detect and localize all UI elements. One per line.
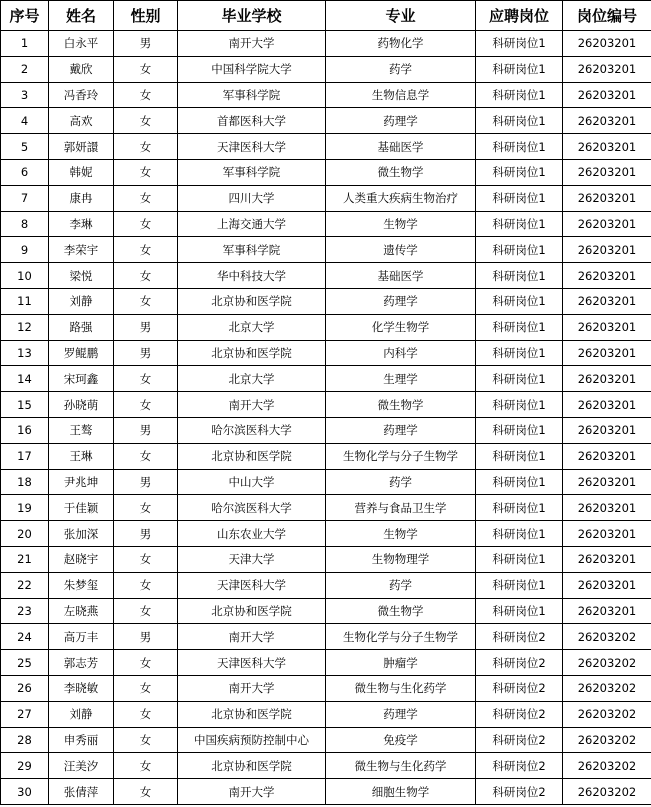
gender-cell: 男	[114, 417, 178, 443]
gender-cell: 女	[114, 392, 178, 418]
name-cell: 王琳	[49, 443, 114, 469]
major-cell: 微生物与生化药学	[326, 753, 476, 779]
position-code-cell: 26203201	[563, 288, 651, 314]
major-cell: 药理学	[326, 701, 476, 727]
school-cell: 华中科技大学	[178, 263, 326, 289]
gender-cell: 女	[114, 650, 178, 676]
table-row	[1, 159, 651, 185]
index-cell: 29	[1, 753, 49, 779]
index-cell: 21	[1, 546, 49, 572]
gender-cell: 女	[114, 288, 178, 314]
index-cell: 22	[1, 572, 49, 598]
major-cell: 细胞生物学	[326, 779, 476, 805]
index-cell: 6	[1, 159, 49, 185]
table-row	[1, 185, 651, 211]
table-row	[1, 56, 651, 82]
position-code-cell: 26203201	[563, 314, 651, 340]
table-row	[1, 779, 651, 805]
school-cell: 北京协和医学院	[178, 443, 326, 469]
gender-cell: 女	[114, 237, 178, 263]
position-cell: 科研岗位2	[476, 779, 563, 805]
school-cell: 北京协和医学院	[178, 701, 326, 727]
gender-cell: 女	[114, 753, 178, 779]
school-cell: 南开大学	[178, 624, 326, 650]
position-code-cell: 26203202	[563, 624, 651, 650]
major-cell: 药学	[326, 56, 476, 82]
name-cell: 李晓敏	[49, 675, 114, 701]
position-code-cell: 26203201	[563, 159, 651, 185]
position-cell: 科研岗位1	[476, 469, 563, 495]
position-cell: 科研岗位1	[476, 185, 563, 211]
position-cell: 科研岗位1	[476, 288, 563, 314]
index-cell: 28	[1, 727, 49, 753]
index-cell: 9	[1, 237, 49, 263]
header-position: 应聘岗位	[476, 1, 563, 31]
gender-cell: 女	[114, 211, 178, 237]
table-row	[1, 546, 651, 572]
major-cell: 微生物与生化药学	[326, 675, 476, 701]
major-cell: 微生物学	[326, 598, 476, 624]
gender-cell: 女	[114, 727, 178, 753]
school-cell: 四川大学	[178, 185, 326, 211]
school-cell: 山东农业大学	[178, 521, 326, 547]
index-cell: 8	[1, 211, 49, 237]
gender-cell: 女	[114, 185, 178, 211]
major-cell: 生物化学与分子生物学	[326, 624, 476, 650]
gender-cell: 女	[114, 366, 178, 392]
major-cell: 营养与食品卫生学	[326, 495, 476, 521]
gender-cell: 女	[114, 572, 178, 598]
name-cell: 左晓燕	[49, 598, 114, 624]
name-cell: 罗鲲鹏	[49, 340, 114, 366]
table-row	[1, 237, 651, 263]
school-cell: 哈尔滨医科大学	[178, 417, 326, 443]
major-cell: 药理学	[326, 288, 476, 314]
school-cell: 南开大学	[178, 392, 326, 418]
major-cell: 生物学	[326, 521, 476, 547]
index-cell: 14	[1, 366, 49, 392]
table-row	[1, 650, 651, 676]
index-cell: 5	[1, 134, 49, 160]
position-cell: 科研岗位1	[476, 340, 563, 366]
position-code-cell: 26203201	[563, 469, 651, 495]
position-cell: 科研岗位1	[476, 237, 563, 263]
gender-cell: 男	[114, 469, 178, 495]
name-cell: 郭志芳	[49, 650, 114, 676]
position-code-cell: 26203201	[563, 598, 651, 624]
name-cell: 汪美汐	[49, 753, 114, 779]
school-cell: 中国科学院大学	[178, 56, 326, 82]
index-cell: 27	[1, 701, 49, 727]
major-cell: 基础医学	[326, 263, 476, 289]
gender-cell: 女	[114, 495, 178, 521]
major-cell: 药物化学	[326, 31, 476, 57]
position-code-cell: 26203201	[563, 392, 651, 418]
name-cell: 孙晓萌	[49, 392, 114, 418]
index-cell: 13	[1, 340, 49, 366]
index-cell: 30	[1, 779, 49, 805]
major-cell: 生物信息学	[326, 82, 476, 108]
header-major: 专业	[326, 1, 476, 31]
name-cell: 王骜	[49, 417, 114, 443]
header-gender: 性别	[114, 1, 178, 31]
school-cell: 南开大学	[178, 675, 326, 701]
major-cell: 内科学	[326, 340, 476, 366]
position-cell: 科研岗位1	[476, 31, 563, 57]
header-row	[1, 1, 651, 31]
table-row	[1, 675, 651, 701]
school-cell: 军事科学院	[178, 237, 326, 263]
name-cell: 冯香玲	[49, 82, 114, 108]
name-cell: 梁悦	[49, 263, 114, 289]
school-cell: 南开大学	[178, 779, 326, 805]
gender-cell: 女	[114, 82, 178, 108]
school-cell: 天津医科大学	[178, 650, 326, 676]
index-cell: 12	[1, 314, 49, 340]
header-school: 毕业学校	[178, 1, 326, 31]
position-cell: 科研岗位1	[476, 82, 563, 108]
name-cell: 康冉	[49, 185, 114, 211]
position-code-cell: 26203202	[563, 650, 651, 676]
index-cell: 25	[1, 650, 49, 676]
position-cell: 科研岗位2	[476, 624, 563, 650]
table-row	[1, 701, 651, 727]
position-cell: 科研岗位1	[476, 56, 563, 82]
major-cell: 生理学	[326, 366, 476, 392]
index-cell: 1	[1, 31, 49, 57]
school-cell: 上海交通大学	[178, 211, 326, 237]
table-row	[1, 753, 651, 779]
table-row	[1, 443, 651, 469]
position-cell: 科研岗位2	[476, 753, 563, 779]
school-cell: 北京协和医学院	[178, 340, 326, 366]
position-code-cell: 26203201	[563, 443, 651, 469]
table-row	[1, 340, 651, 366]
table-row	[1, 572, 651, 598]
position-cell: 科研岗位1	[476, 443, 563, 469]
table-row	[1, 392, 651, 418]
index-cell: 3	[1, 82, 49, 108]
major-cell: 化学生物学	[326, 314, 476, 340]
table-row	[1, 314, 651, 340]
major-cell: 人类重大疾病生物治疗	[326, 185, 476, 211]
gender-cell: 女	[114, 598, 178, 624]
major-cell: 肿瘤学	[326, 650, 476, 676]
gender-cell: 女	[114, 443, 178, 469]
table-row	[1, 82, 651, 108]
index-cell: 15	[1, 392, 49, 418]
major-cell: 微生物学	[326, 159, 476, 185]
header-name: 姓名	[49, 1, 114, 31]
position-code-cell: 26203201	[563, 82, 651, 108]
index-cell: 26	[1, 675, 49, 701]
position-cell: 科研岗位2	[476, 727, 563, 753]
school-cell: 南开大学	[178, 31, 326, 57]
table-row	[1, 134, 651, 160]
table-row	[1, 624, 651, 650]
position-cell: 科研岗位1	[476, 159, 563, 185]
table-row	[1, 366, 651, 392]
position-cell: 科研岗位1	[476, 392, 563, 418]
major-cell: 生物化学与分子生物学	[326, 443, 476, 469]
index-cell: 11	[1, 288, 49, 314]
position-code-cell: 26203201	[563, 108, 651, 134]
name-cell: 刘静	[49, 288, 114, 314]
name-cell: 张加深	[49, 521, 114, 547]
position-code-cell: 26203202	[563, 779, 651, 805]
position-cell: 科研岗位1	[476, 495, 563, 521]
school-cell: 北京协和医学院	[178, 288, 326, 314]
gender-cell: 男	[114, 521, 178, 547]
name-cell: 郭妍譞	[49, 134, 114, 160]
position-code-cell: 26203201	[563, 211, 651, 237]
index-cell: 23	[1, 598, 49, 624]
name-cell: 李琳	[49, 211, 114, 237]
school-cell: 中国疾病预防控制中心	[178, 727, 326, 753]
index-cell: 19	[1, 495, 49, 521]
major-cell: 微生物学	[326, 392, 476, 418]
name-cell: 赵晓宇	[49, 546, 114, 572]
position-cell: 科研岗位2	[476, 650, 563, 676]
position-code-cell: 26203201	[563, 185, 651, 211]
name-cell: 刘静	[49, 701, 114, 727]
name-cell: 申秀丽	[49, 727, 114, 753]
index-cell: 24	[1, 624, 49, 650]
index-cell: 16	[1, 417, 49, 443]
name-cell: 白永平	[49, 31, 114, 57]
name-cell: 朱梦玺	[49, 572, 114, 598]
position-cell: 科研岗位1	[476, 546, 563, 572]
index-cell: 2	[1, 56, 49, 82]
gender-cell: 女	[114, 159, 178, 185]
position-code-cell: 26203202	[563, 753, 651, 779]
table-row	[1, 598, 651, 624]
position-code-cell: 26203201	[563, 263, 651, 289]
position-cell: 科研岗位1	[476, 572, 563, 598]
position-cell: 科研岗位1	[476, 314, 563, 340]
position-code-cell: 26203201	[563, 340, 651, 366]
school-cell: 军事科学院	[178, 82, 326, 108]
name-cell: 韩妮	[49, 159, 114, 185]
name-cell: 戴欣	[49, 56, 114, 82]
table-row	[1, 211, 651, 237]
position-code-cell: 26203201	[563, 546, 651, 572]
major-cell: 药学	[326, 469, 476, 495]
name-cell: 宋珂鑫	[49, 366, 114, 392]
name-cell: 路强	[49, 314, 114, 340]
gender-cell: 女	[114, 134, 178, 160]
table-row	[1, 31, 651, 57]
position-code-cell: 26203202	[563, 701, 651, 727]
position-code-cell: 26203201	[563, 521, 651, 547]
school-cell: 天津大学	[178, 546, 326, 572]
school-cell: 军事科学院	[178, 159, 326, 185]
position-cell: 科研岗位1	[476, 108, 563, 134]
gender-cell: 男	[114, 314, 178, 340]
major-cell: 药理学	[326, 417, 476, 443]
header-position-code: 岗位编号	[563, 1, 651, 31]
major-cell: 免疫学	[326, 727, 476, 753]
position-cell: 科研岗位1	[476, 598, 563, 624]
table-row	[1, 263, 651, 289]
table-row	[1, 469, 651, 495]
table-body	[1, 31, 651, 805]
school-cell: 天津医科大学	[178, 134, 326, 160]
school-cell: 北京协和医学院	[178, 598, 326, 624]
major-cell: 遗传学	[326, 237, 476, 263]
gender-cell: 女	[114, 779, 178, 805]
name-cell: 张倩萍	[49, 779, 114, 805]
major-cell: 药理学	[326, 108, 476, 134]
position-cell: 科研岗位1	[476, 366, 563, 392]
school-cell: 哈尔滨医科大学	[178, 495, 326, 521]
school-cell: 天津医科大学	[178, 572, 326, 598]
gender-cell: 女	[114, 675, 178, 701]
index-cell: 18	[1, 469, 49, 495]
position-cell: 科研岗位2	[476, 675, 563, 701]
school-cell: 中山大学	[178, 469, 326, 495]
gender-cell: 男	[114, 340, 178, 366]
name-cell: 李荣宇	[49, 237, 114, 263]
position-code-cell: 26203202	[563, 727, 651, 753]
position-cell: 科研岗位1	[476, 211, 563, 237]
major-cell: 生物物理学	[326, 546, 476, 572]
position-code-cell: 26203202	[563, 675, 651, 701]
position-cell: 科研岗位1	[476, 263, 563, 289]
gender-cell: 女	[114, 546, 178, 572]
name-cell: 尹兆坤	[49, 469, 114, 495]
name-cell: 于佳颖	[49, 495, 114, 521]
index-cell: 7	[1, 185, 49, 211]
position-code-cell: 26203201	[563, 134, 651, 160]
table-row	[1, 288, 651, 314]
gender-cell: 男	[114, 624, 178, 650]
position-code-cell: 26203201	[563, 56, 651, 82]
header-index: 序号	[1, 1, 49, 31]
index-cell: 20	[1, 521, 49, 547]
position-code-cell: 26203201	[563, 495, 651, 521]
position-cell: 科研岗位1	[476, 417, 563, 443]
major-cell: 药学	[326, 572, 476, 598]
name-cell: 高欢	[49, 108, 114, 134]
gender-cell: 女	[114, 56, 178, 82]
table-row	[1, 727, 651, 753]
position-cell: 科研岗位1	[476, 134, 563, 160]
school-cell: 北京大学	[178, 314, 326, 340]
school-cell: 北京大学	[178, 366, 326, 392]
position-code-cell: 26203201	[563, 572, 651, 598]
position-code-cell: 26203201	[563, 237, 651, 263]
school-cell: 首都医科大学	[178, 108, 326, 134]
major-cell: 基础医学	[326, 134, 476, 160]
index-cell: 4	[1, 108, 49, 134]
school-cell: 北京协和医学院	[178, 753, 326, 779]
gender-cell: 女	[114, 263, 178, 289]
gender-cell: 女	[114, 701, 178, 727]
table-row	[1, 417, 651, 443]
index-cell: 10	[1, 263, 49, 289]
table-row	[1, 108, 651, 134]
gender-cell: 男	[114, 31, 178, 57]
position-cell: 科研岗位2	[476, 701, 563, 727]
table-row	[1, 521, 651, 547]
index-cell: 17	[1, 443, 49, 469]
major-cell: 生物学	[326, 211, 476, 237]
position-code-cell: 26203201	[563, 31, 651, 57]
position-code-cell: 26203201	[563, 417, 651, 443]
position-cell: 科研岗位1	[476, 521, 563, 547]
name-cell: 高万丰	[49, 624, 114, 650]
gender-cell: 女	[114, 108, 178, 134]
position-code-cell: 26203201	[563, 366, 651, 392]
table-row	[1, 495, 651, 521]
